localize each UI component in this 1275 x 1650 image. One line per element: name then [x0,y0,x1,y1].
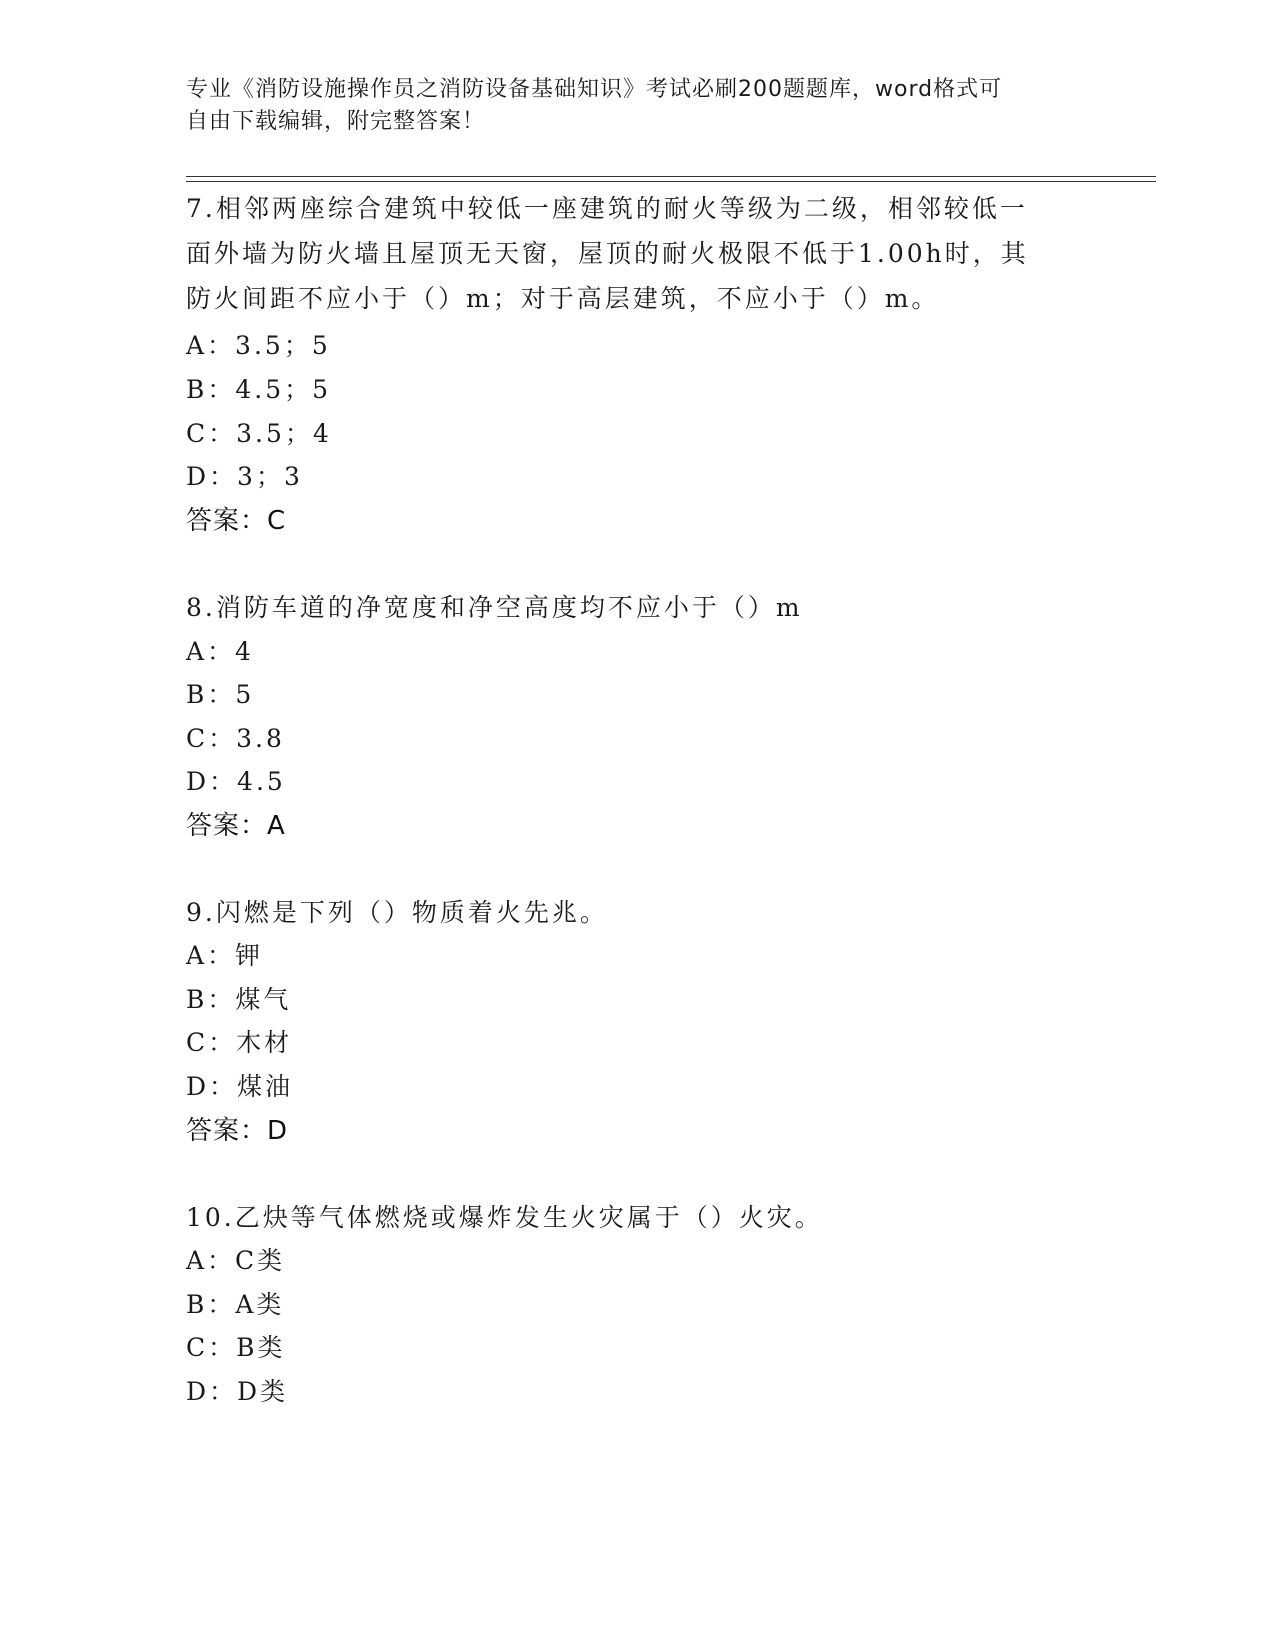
question-9-option-b: B：煤气 [186,985,292,1014]
question-7-stem [186,186,1066,321]
question-7-stem-line-2: 面外墙为防火墙且屋顶无天窗，屋顶的耐火极限不低于1.00h时，其 [186,239,1029,268]
question-7-option-b: B：4.5；5 [186,375,332,404]
question-9-option-c: C：木材 [186,1028,293,1057]
header-divider-top [186,176,1156,177]
document-header [186,74,1086,138]
question-9-answer: 答案：D [186,1116,289,1146]
question-10-option-d: D：D类 [186,1377,289,1406]
question-9-option-d: D：煤油 [186,1072,294,1101]
question-9-stem: 9.闪燃是下列（）物质着火先兆。 [186,898,608,927]
question-10-option-c: C：B类 [186,1333,286,1362]
question-8-stem: 8.消防车道的净宽度和净空高度均不应小于（）m [186,593,803,622]
question-8-option-c: C：3.8 [186,724,285,753]
question-10-stem: 10.乙炔等气体燃烧或爆炸发生火灾属于（）火灾。 [186,1203,823,1232]
question-7-option-d: D：3；3 [186,462,303,491]
question-9-option-a: A：钾 [186,941,264,970]
question-10-option-a: A：C类 [186,1246,286,1275]
question-7-stem-line-1: 7.相邻两座综合建筑中较低一座建筑的耐火等级为二级，相邻较低一 [186,194,1028,223]
question-8-option-a: A：4 [186,637,254,666]
question-7-option-a: A：3.5；5 [186,331,331,360]
header-line-1: 专业《消防设施操作员之消防设备基础知识》考试必刷200题题库，word格式可 [186,77,1003,102]
question-7-stem-line-3: 防火间距不应小于（）m；对于高层建筑，不应小于（）m。 [186,284,940,313]
header-divider-bottom [186,181,1156,182]
question-8-option-b: B：5 [186,680,255,709]
header-line-2: 自由下载编辑，附完整答案！ [186,109,486,134]
question-7-option-c: C：3.5；4 [186,419,332,448]
question-8-answer: 答案：A [186,811,286,841]
question-8-option-d: D：4.5 [186,767,286,796]
question-10-option-b: B：A类 [186,1290,285,1319]
question-7-answer: 答案：C [186,506,287,536]
